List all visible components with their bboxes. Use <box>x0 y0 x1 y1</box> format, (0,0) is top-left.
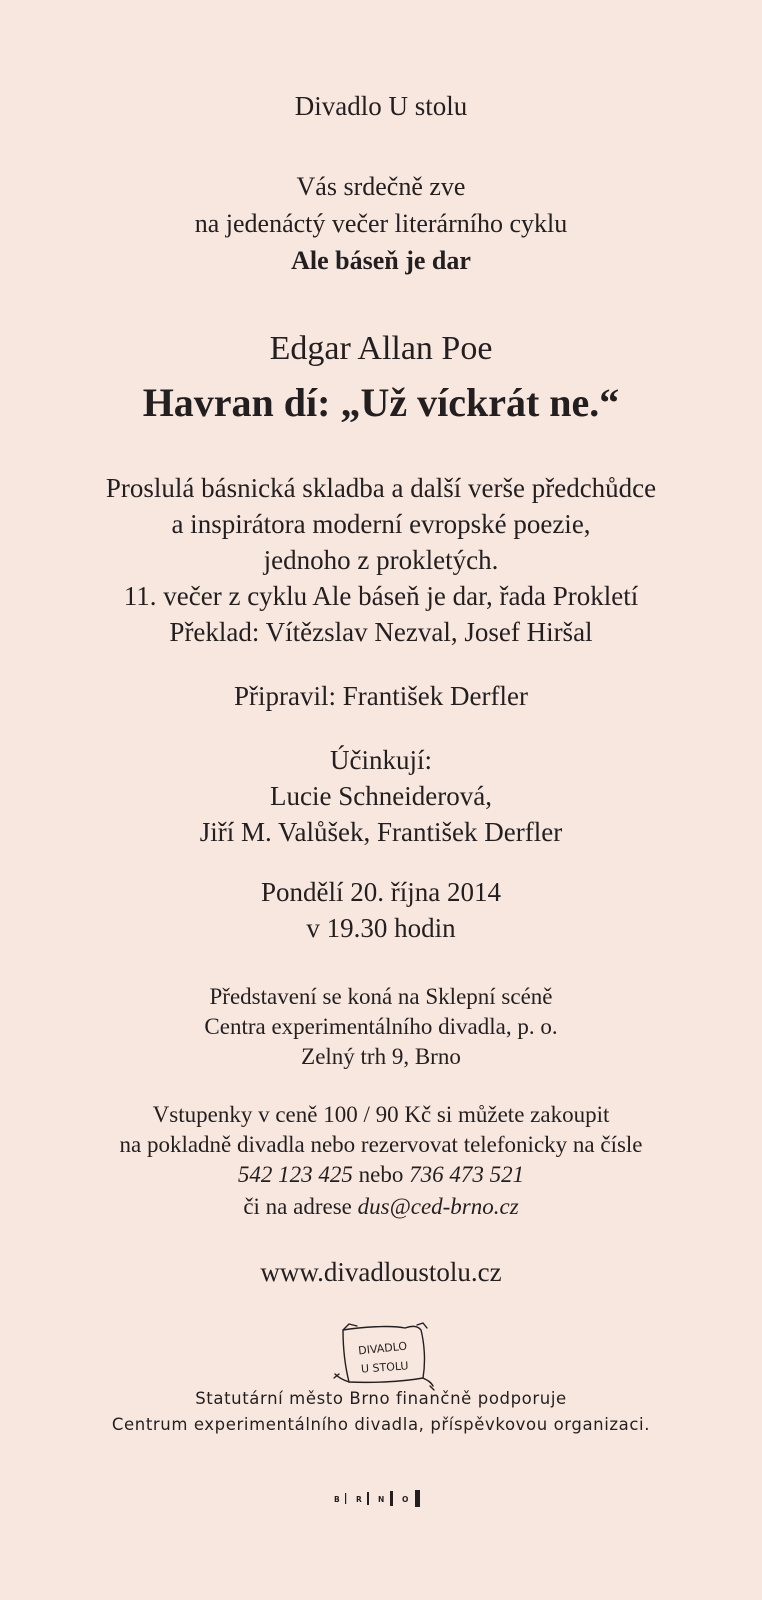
cycle-title: Ale báseň je dar <box>291 246 471 275</box>
phone-number-2[interactable]: 736 473 521 <box>409 1162 525 1187</box>
description-line: Překlad: Vítězslav Nezval, Josef Hiršal <box>169 617 593 647</box>
svg-text:R: R <box>356 1495 362 1504</box>
event-title: Havran dí: „Už víckrát ne.“ <box>142 380 620 425</box>
table-sketch-logo-icon <box>331 1322 437 1398</box>
tickets-line-2: na pokladně divadla nebo rezervovat telefonicky na čísle <box>119 1132 643 1157</box>
cast-line-2: Jiří M. Valůšek, František Derfler <box>199 817 563 847</box>
description-line: 11. večer z cyklu Ale báseň je dar, řada Prokletí <box>123 581 639 611</box>
invite-line-1: Vás srdečně zve <box>296 172 466 201</box>
tickets-line-1: Vstupenky v ceně 100 / 90 Kč si můžete zakoupit <box>152 1102 610 1127</box>
cast-label: Účinkují: <box>330 745 432 775</box>
footer-line-2: Centrum experimentálního divadla, příspěvkovou organizaci. <box>111 1415 651 1434</box>
cast-line-1: Lucie Schneiderová, <box>270 781 492 811</box>
description-line: Proslulá básnická skladba a další verše předchůdce <box>105 473 657 503</box>
prepared-by: Připravil: František Derfler <box>234 681 528 711</box>
email-link[interactable]: dus@ced-brno.cz <box>357 1194 519 1219</box>
svg-text:B: B <box>334 1495 340 1504</box>
footer-line-1: Statutární město Brno finančně podporuje <box>195 1389 567 1408</box>
tickets-email-line <box>0 1195 762 1218</box>
svg-text:O: O <box>402 1495 409 1504</box>
website-link[interactable]: www.divadloustolu.cz <box>260 1257 502 1287</box>
svg-text:N: N <box>378 1495 385 1504</box>
invite-line-2: na jedenáctý večer literárního cyklu <box>194 209 568 238</box>
description-line: jednoho z prokletých. <box>263 545 499 575</box>
theatre-name: Divadlo U stolu <box>294 91 468 121</box>
event-time: v 19.30 hodin <box>306 913 456 943</box>
phone-number-1[interactable]: 542 123 425 <box>237 1162 353 1187</box>
venue-line-3: Zelný trh 9, Brno <box>301 1044 461 1069</box>
email-prefix: či na adrese <box>243 1194 358 1219</box>
tickets-phones <box>0 1163 762 1186</box>
brno-logo-icon <box>332 1489 434 1507</box>
event-date: Pondělí 20. října 2014 <box>261 877 501 907</box>
phone-separator: nebo <box>352 1162 410 1187</box>
description-line: a inspirátora moderní evropské poezie, <box>171 509 591 539</box>
logo-text-line-1: DIVADLO <box>357 1339 408 1358</box>
venue-line-2: Centra experimentálního divadla, p. o. <box>204 1014 558 1039</box>
logo-text-line-2: U STOLU <box>360 1359 409 1376</box>
author-name: Edgar Allan Poe <box>269 330 493 367</box>
venue-line-1: Představení se koná na Sklepní scéně <box>209 984 553 1009</box>
